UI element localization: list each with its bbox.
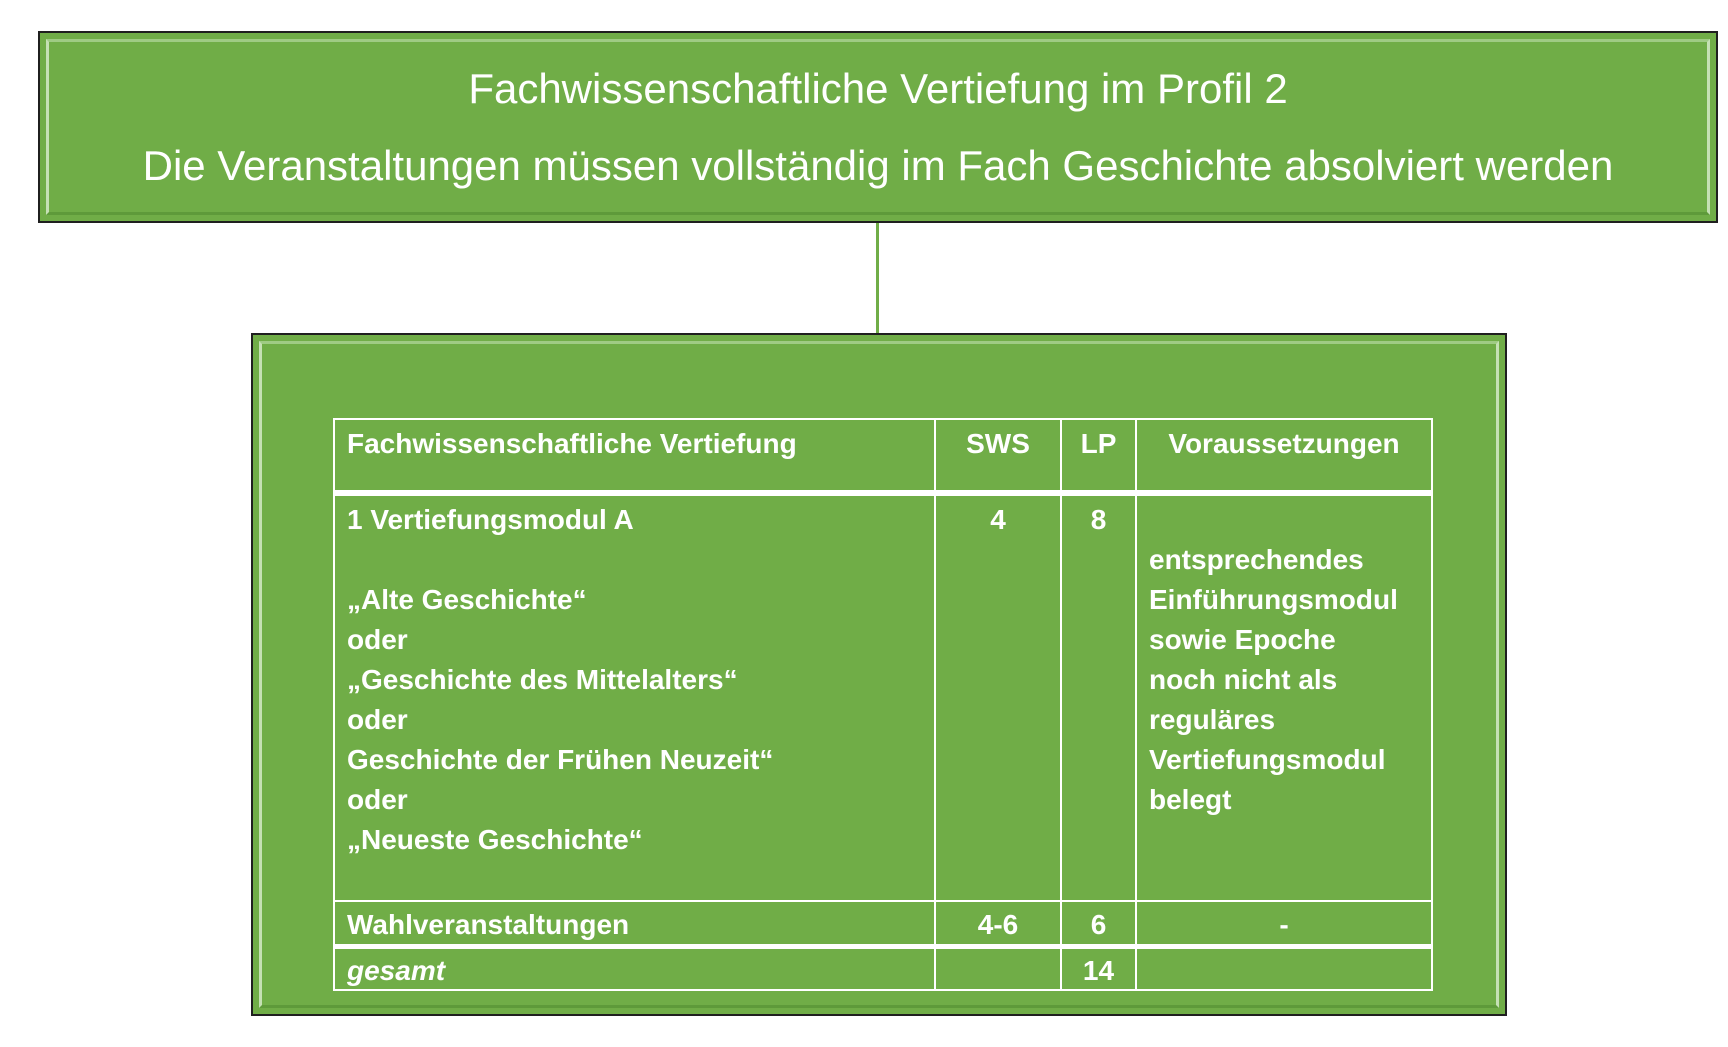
column-header-sws: SWS [935, 419, 1061, 493]
module-a-lp: 8 [1061, 493, 1136, 901]
module-option: Geschichte der Frühen Neuzeit“ [347, 744, 774, 775]
wahl-lp: 6 [1061, 901, 1136, 947]
wahl-label: Wahlveranstaltungen [334, 901, 935, 947]
total-sws [935, 947, 1061, 991]
wahl-sws: 4-6 [935, 901, 1061, 947]
diagram-title: Fachwissenschaftliche Vertiefung im Profil 2 [468, 65, 1288, 112]
module-option-separator: oder [347, 784, 408, 815]
column-header-module: Fachwissenschaftliche Vertiefung [334, 419, 935, 493]
module-option: „Neueste Geschichte“ [347, 824, 643, 855]
wahl-prerequisites: - [1136, 901, 1432, 947]
module-option: „Geschichte des Mittelalters“ [347, 664, 738, 695]
module-option: „Alte Geschichte“ [347, 584, 587, 615]
header-box [38, 31, 1718, 223]
table-row-wahl [334, 901, 1432, 947]
module-a-sws: 4 [935, 493, 1061, 901]
total-prerequisites [1136, 947, 1432, 991]
table-row-total [334, 947, 1432, 991]
module-box [251, 333, 1507, 1016]
prerequisite-line: Einführungsmodul [1149, 584, 1398, 615]
prerequisite-line: Vertiefungsmodul [1149, 744, 1386, 775]
module-option-separator: oder [347, 624, 408, 655]
module-option-separator: oder [347, 704, 408, 735]
total-label: gesamt [334, 947, 935, 991]
column-header-lp: LP [1061, 419, 1136, 493]
prerequisite-line: belegt [1149, 784, 1232, 815]
prerequisite-line: reguläres [1149, 704, 1276, 735]
total-lp: 14 [1061, 947, 1136, 991]
prerequisite-line: entsprechendes [1149, 544, 1364, 575]
module-a-prerequisites [1136, 493, 1432, 901]
column-header-prerequisites: Voraussetzungen [1136, 419, 1432, 493]
module-a-title: 1 Vertiefungsmodul A [347, 504, 634, 535]
prerequisite-line: noch nicht als [1149, 664, 1338, 695]
table-header-row [334, 419, 1432, 493]
module-table [333, 418, 1433, 991]
table-row-module-a [334, 493, 1432, 901]
diagram-subtitle: Die Veranstaltungen müssen vollständig im Fach Geschichte absolviert werden [142, 142, 1614, 189]
module-a-cell [334, 493, 935, 901]
prerequisite-line: sowie Epoche [1149, 624, 1336, 655]
connector-line [876, 223, 879, 333]
